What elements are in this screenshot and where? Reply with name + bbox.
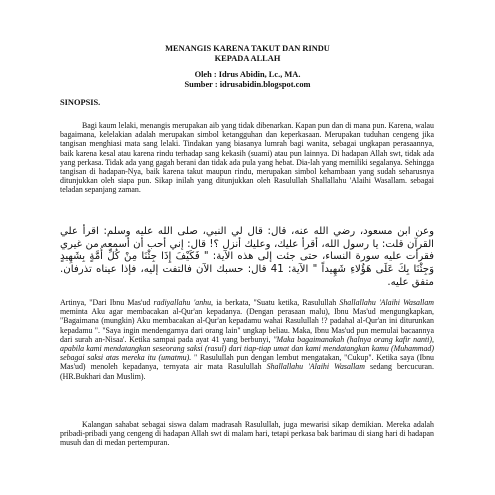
p2-text-2: , ia berkata, "Suatu ketika, Rasulullah <box>211 297 340 307</box>
p2-text-3: meminta Aku agar membacakan al-Qur'an kepadanya. (Dengan perasaan malu), Ibnu Mas'ud mengungkapkan, "Bagaimana (mungkin) Aku membacakan al-Qur'an kepadamu wahai Rasulullah !? padahal al-Qur'an ini diturunkan kepadamu ". "Saya ingin mendengarnya dari orang lain" ungkap beliau. Maka, Ibnu Mas'ud pun memulai bacaannya dari surah an-Nisaa'. Ketika sampai pada ayat 41 yang berbunyi, <box>60 307 434 344</box>
section-heading: SINOPSIS. <box>60 98 101 107</box>
source-line: Sumber : idrusabidin.blogspot.com <box>184 80 311 89</box>
paragraph-3: Kalangan sahabat sebagai siswa dalam madrasah Rasulullah, juga mewarisi sikap demikian. Mereka adalah pribadi-pribadi yang cengeng di hadapan Allah swt di malam hari, tetapi perkasa bak barimau di siang hari di hadapan musuh dan di medan pertempuran. <box>60 419 434 448</box>
p2-italic-3: "Maka bagaimanakah (halnya orang kafir nanti), apabila kami mendatangkan seseorang saksi (rasul) dari tiap-tiap umat dan kami mendatangkan kamu (Muhammad) sebagai saksi atas mereka itu (umatmu). <box>60 334 434 363</box>
p2-italic-2: Shallallahu 'Alaihi Wasallam <box>339 297 434 307</box>
author-line: Oleh : Idrus Abidin, Lc., MA. <box>194 70 301 79</box>
title-line-2: KEPADA ALLAH <box>214 54 281 63</box>
p2-text-4: " Rasulullah pun dengan lembut mengatakan, "Cukup". Ketika saya (Ibnu Mas'ud) menoleh kepadanya, ternyata air mata Rasulullah <box>60 353 434 372</box>
p2-italic-4: Shallallahu 'Alaihi Wasallam <box>266 362 365 372</box>
arabic-hadith: وعن ابن مسعود، رضي الله عنه، قال: قال لي النبي، صلى الله عليه وسلم: اقرأ علي القرآن قلت: يا رسول الله، أقرأ عليك، وعليك أنزل ؟! قال: إني أحب أن أسمعه من غيري فقرأت عليه سورة النساء، حتى جئت إلى هذه الآية: " فَكَيْفَ إِذَا جِئْنَا مِنْ كُلِّ أُمَّةٍ بِشَهِيدٍ وَجِئْنَا بِكَ عَلَى هَؤُلاءِ شَهِيداً " الآية: 41 قال: حسبك الآن فالتفت إليه، فإذا عيناه تذرفان. متفق عليه. <box>60 226 434 288</box>
document-title <box>0 44 495 64</box>
author-block <box>0 70 495 90</box>
title-line-1: MENANGIS KARENA TAKUT DAN RINDU <box>165 44 330 53</box>
p2-text-1: Artinya, "Dari Ibnu Mas'ud <box>60 297 154 307</box>
p2-text-5: sedang bercucuran. (HR.Bukhari dan Muslim). <box>60 362 434 381</box>
paragraph-2 <box>60 298 434 381</box>
p2-italic-1: radiyallahu 'anhu <box>153 297 212 307</box>
paragraph-1: Bagi kaum lelaki, menangis merupakan aib yang tidak dibenarkan. Kapan pun dan di mana pun. Karena, walau bagaimana, kelelakian adalah merupakan simbol ketangguhan dan keperkasaan. Merupakan tuduhan cengeng jika tangisan menghiasi mata sang lelaki. Tindakan yang biasanya lumrah bagi wanita, sebagai ungkapan perasaannya, baik karena kesal atau karena rindu terhadap sang kekasih (suami) atau pun lainnya. Di hadapan Allah swt, tidak ada yang perkasa. Tidak ada yang gagah berani dan tidak ada pula yang hebat. Dia-lah yang memiliki segalanya. Sehingga tangisan di hadapan-Nya, baik karena takut maupun rindu, merupakan simbol kehambaan yang sudah seharusnya ditunjukkan oleh siapa pun. Sikap inilah yang ditunjukkan oleh Rasulullah Shallallahu 'Alaihi Wasallam. sebagai teladan sepanjang zaman. <box>60 120 434 195</box>
